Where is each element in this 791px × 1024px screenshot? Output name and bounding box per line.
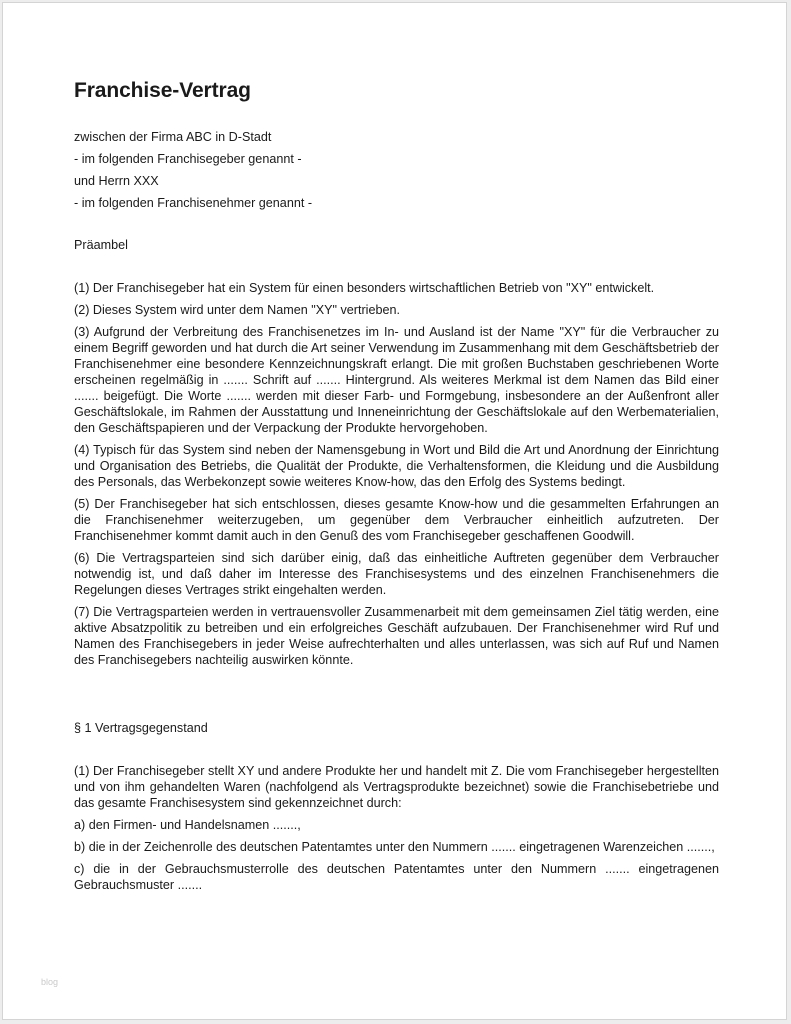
- preamble-section: [74, 280, 719, 668]
- party-line: und Herrn XXX: [74, 174, 159, 188]
- party-line: - im folgenden Franchisenehmer genannt -: [74, 196, 313, 210]
- section-list-item: b) die in der Zeichenrolle des deutschen Patentamtes unter den Nummern ....... eingetragenen Warenzeichen .......,: [74, 840, 715, 854]
- document-page: [2, 2, 787, 1020]
- preamble-heading: Präambel: [74, 238, 128, 252]
- preamble-paragraph: (7) Die Vertragsparteien werden in vertrauensvoller Zusammenarbeit mit dem gemeinsamen Ziel tätig werden, eine aktive Absatzpolitik zu betreiben und ein erfolgreiches Geschäft aufzubauen. Der Franchisenehmer wird Ruf und Namen des Franchisegebers in jeder Weise aufrechterhalten und alles unterlassen, was sich auf Ruf und Namen des Franchisegebers nachteilig auswirken könnte.: [74, 605, 719, 667]
- preamble-paragraph: (3) Aufgrund der Verbreitung des Franchisenetzes im In- und Ausland ist der Name "XY" für die Verbraucher zu einem Begriff geworden und hat durch die Art seiner Verwendung im Zusammenhang mit dem Geschäftsbetrieb der Franchisenehmer eine besondere Kennzeichnungskraft erlangt. Die mit großen Buchstaben geschriebenen Worte erscheinen regelmäßig in ....... Schrift auf ....... Hintergrund. Als weiteres Merkmal ist dem Namen das Bild einer ....... beigefügt. Die Worte ....... werden mit dieser Farb- und Formgebung, insbesondere an der Außenfront aller Geschäftslokale, im Rahmen der Ausstattung und Inneneinrichtung der Geschäftslokale auf den Werbematerialien, den Geschäftspapieren und der Verpackung der Produkte hervorgehoben.: [74, 325, 719, 435]
- party-line: zwischen der Firma ABC in D-Stadt: [74, 130, 272, 144]
- section-list-item: c) die in der Gebrauchsmusterrolle des deutschen Patentamtes unter den Nummern ....... eingetragenen Gebrauchsmuster .......: [74, 862, 719, 892]
- preamble-paragraph: (4) Typisch für das System sind neben der Namensgebung in Wort und Bild die Art und Anordnung der Einrichtung und Organisation des Betriebs, die Qualität der Produkte, die Verhaltensformen, die Kleidung und die Ausbildung des Personals, das Werbekonzept sowie weiteres Know-how, das den Erfolg des Systems bedingt.: [74, 443, 719, 489]
- section1-body: [74, 763, 719, 893]
- document-content: [74, 79, 719, 899]
- preamble-paragraph: (2) Dieses System wird unter dem Namen "XY" vertrieben.: [74, 303, 400, 317]
- preamble-paragraph: (6) Die Vertragsparteien sind sich darüber einig, daß das einheitliche Auftreten gegenüber dem Verbraucher notwendig ist, und daß daher im Interesse des Franchisesystems und des einzelnen Franchisenehmers die Regelungen dieses Vertrages strikt eingehalten werden.: [74, 551, 719, 597]
- watermark-text: blog: [41, 977, 59, 987]
- parties-block: [74, 129, 719, 211]
- preamble-paragraph: (1) Der Franchisegeber hat ein System für einen besonders wirtschaftlichen Betrieb von "XY" entwickelt.: [74, 281, 655, 295]
- party-line: - im folgenden Franchisegeber genannt -: [74, 152, 302, 166]
- section-list-item: a) den Firmen- und Handelsnamen .......,: [74, 818, 301, 832]
- section-heading: § 1 Vertragsgegenstand: [74, 721, 208, 735]
- document-title: Franchise-Vertrag: [74, 79, 251, 102]
- section-paragraph: (1) Der Franchisegeber stellt XY und andere Produkte her und handelt mit Z. Die vom Franchisegeber hergestellten und von ihm gehandelten Waren (nachfolgend als Vertragsprodukte bezeichnet) sowie die Franchisebetriebe und das gesamte Franchisesystem sind gekennzeichnet durch:: [74, 764, 719, 810]
- preamble-paragraph: (5) Der Franchisegeber hat sich entschlossen, dieses gesamte Know-how und die gesammelten Erfahrungen an die Franchisenehmer weiterzugeben, um gegenüber dem Verbraucher einheitlich aufzutreten. Der Franchisenehmer kommt damit auch in den Genuß des vom Franchisegeber geschaffenen Goodwill.: [74, 497, 719, 543]
